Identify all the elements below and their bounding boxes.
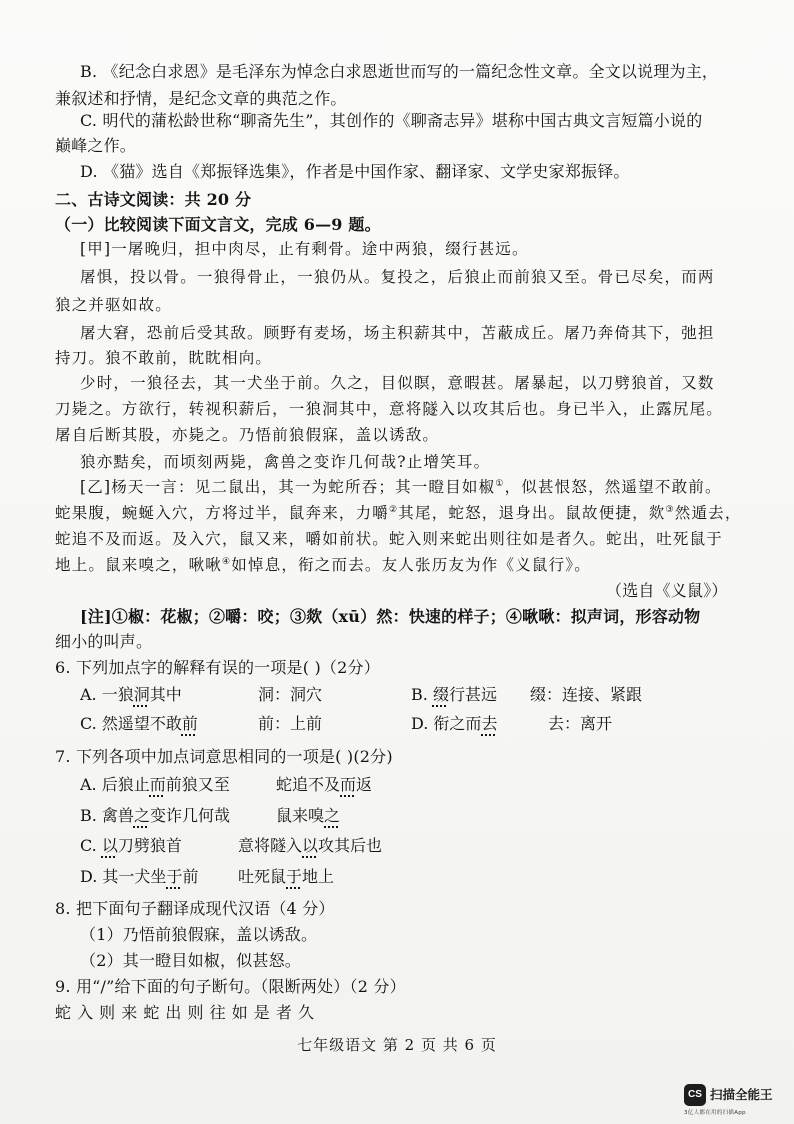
notes-line2: 细小的叫声。 bbox=[55, 632, 153, 651]
q6-a-dotted: 洞 bbox=[133, 685, 150, 704]
notes-line1 bbox=[80, 606, 700, 628]
option-b-line1: B. 《纪念白求恩》是毛泽东为悼念白求恩逝世而写的一篇纪念性文章。全文以说理为主， bbox=[80, 62, 719, 81]
q7-d-left-post: 前 bbox=[182, 867, 199, 886]
q9-sentence: 蛇 入 则 来 蛇 出 则 往 如 是 者 久 bbox=[55, 1003, 315, 1022]
passage-jia-p2-l1: 屠惧，投以骨。一狼得骨止，一狼仍从。复投之，后狼止而前狼又至。骨已尽矣，而两 bbox=[80, 268, 715, 286]
q6-b-dotted: 缀 bbox=[432, 685, 449, 704]
q7-option-c-left bbox=[80, 835, 182, 857]
passage-jia-p1: [甲]一屠晚归，担中肉尽，止有剩骨。途中两狼，缀行甚远。 bbox=[80, 240, 529, 258]
passage-jia-p5: 狼亦黠矣，而顷刻两毙，禽兽之变诈几何哉?止增笑耳。 bbox=[80, 453, 491, 471]
q7-d-left-dotted: 于 bbox=[166, 867, 183, 886]
q7-option-d-right bbox=[238, 866, 334, 888]
camscanner-logo-icon: CS bbox=[684, 1084, 706, 1106]
option-b-line2: 兼叙述和抒情，是纪念文章的典范之作。 bbox=[55, 89, 347, 108]
q7-c-left-dotted: 以 bbox=[101, 836, 118, 855]
footnote-marker-2: ② bbox=[389, 504, 399, 515]
q6-c-pre: C. 然遥望不敢 bbox=[80, 714, 182, 733]
q6-option-a bbox=[80, 684, 182, 706]
passage-yi-l4-text-b: 如悼息，衔之而去。友人张历友为作《义鼠行》。 bbox=[231, 556, 591, 574]
q7-a-left-pre: A. 后狼止 bbox=[80, 775, 150, 794]
passage-yi-l3: 蛇追不及而返。及入穴，鼠又来，嚼如前状。蛇入则来蛇出则往如是者久。蛇出，吐死鼠于 bbox=[55, 530, 724, 548]
q6-option-b bbox=[411, 684, 497, 706]
q7-b-left-post: 变诈几何哉 bbox=[149, 806, 230, 825]
q6-option-d bbox=[411, 713, 497, 735]
q7-option-c-right bbox=[238, 835, 382, 857]
q6-c-dotted: 前 bbox=[181, 714, 198, 733]
footnote-marker-1: ① bbox=[495, 478, 505, 489]
page-footer: 七年级语文 第 2 页 共 6 页 bbox=[297, 1036, 497, 1054]
q7-b-right-dotted: 之 bbox=[324, 806, 341, 825]
q7-option-d-left bbox=[80, 866, 198, 888]
passage-jia-p2-l2: 狼之并驱如故。 bbox=[55, 296, 172, 314]
q7-b-left-pre: B. 禽兽 bbox=[80, 806, 134, 825]
passage-yi-l2 bbox=[55, 502, 742, 524]
passage-yi-l2-text-a: 蛇果腹，蜿蜒入穴，方将过半，鼠奔来，力嚼 bbox=[55, 504, 390, 522]
q8-sentence-1: （1）乃悟前狼假寐，盖以诱敌。 bbox=[80, 925, 318, 944]
q7-stem: 7. 下列各项中加点词意思相同的一项是( )(2分) bbox=[55, 747, 393, 766]
q6-a-pre: A. 一狼 bbox=[80, 685, 134, 704]
q7-d-left-pre: D. 其一犬坐 bbox=[80, 867, 167, 886]
q6-option-b-explanation: 缀：连接、紧跟 bbox=[530, 685, 643, 704]
scanner-watermark bbox=[684, 1083, 788, 1119]
passage-yi-l2-text-b: 其尾，蛇怒，退身出。鼠故便捷，欻 bbox=[398, 504, 666, 522]
passage-jia-p4-l3: 屠自后断其股，亦毙之。乃悟前狼假寐，盖以诱敌。 bbox=[55, 426, 440, 444]
q7-option-b-right bbox=[276, 805, 340, 827]
q7-a-right-dotted: 而 bbox=[340, 775, 357, 794]
option-d-line1: D. 《猫》选自《郑振铎选集》，作者是中国作家、翻译家、文学史家郑振铎。 bbox=[80, 162, 630, 181]
q7-option-a-left bbox=[80, 774, 230, 796]
q6-d-pre: D. 衔之而 bbox=[411, 714, 482, 733]
q7-b-left-dotted: 之 bbox=[133, 806, 150, 825]
q7-a-right-post: 返 bbox=[356, 775, 373, 794]
q6-option-c bbox=[80, 713, 198, 735]
passage-yi-l2-text-c: 然遁去， bbox=[674, 504, 742, 522]
q7-option-b-left bbox=[80, 805, 230, 827]
q7-c-left-post: 刀劈狼首 bbox=[117, 836, 182, 855]
passage-jia-p4-l1: 少时，一狼径去，其一犬坐于前。久之，目似瞑，意暇甚。屠暴起，以刀劈狼首，又数 bbox=[80, 374, 715, 392]
watermark-title: 扫描全能王 bbox=[710, 1087, 773, 1102]
option-c-line1: C. 明代的蒲松龄世称“聊斋先生”，其创作的《聊斋志异》堪称中国古典文言短篇小说的 bbox=[80, 111, 703, 130]
q6-option-d-explanation: 去：离开 bbox=[548, 714, 613, 733]
footnote-marker-3: ③ bbox=[665, 504, 675, 515]
q6-a-post: 其中 bbox=[149, 685, 182, 704]
section-title: 二、古诗文阅读：共 20 分 bbox=[55, 190, 252, 209]
subsection-title: （一）比较阅读下面文言文，完成 6—9 题。 bbox=[55, 215, 381, 234]
watermark-subtitle: 3亿人都在用的扫描App bbox=[684, 1110, 746, 1116]
q6-option-a-explanation: 洞：洞穴 bbox=[258, 685, 323, 704]
q7-a-left-post: 前狼又至 bbox=[165, 775, 230, 794]
q9-stem: 9. 用“/”给下面的句子断句。（限断两处）（2 分） bbox=[55, 977, 406, 996]
q7-d-right-dotted: 于 bbox=[286, 867, 303, 886]
passage-yi-l1-text-a: [乙]杨天一言：见二鼠出，其一为蛇所吞；其一瞪目如椒 bbox=[80, 478, 496, 496]
option-c-line2: 巅峰之作。 bbox=[55, 136, 137, 155]
q7-b-right-pre: 鼠来嗅 bbox=[276, 806, 325, 825]
passage-jia-p3-l2: 持刀。狼不敢前，眈眈相向。 bbox=[55, 349, 273, 367]
q6-b-post: 行甚远 bbox=[448, 685, 497, 704]
q6-d-dotted: 去 bbox=[481, 714, 498, 733]
passage-jia-p4-l2: 刀毙之。方欲行，转视积薪后，一狼洞其中，意将隧入以攻其后也。身已半入，止露尻尾。 bbox=[55, 400, 724, 418]
q7-a-left-dotted: 而 bbox=[149, 775, 166, 794]
q7-d-right-pre: 吐死鼠 bbox=[238, 867, 287, 886]
passage-yi-l1 bbox=[80, 476, 722, 498]
q7-c-left-pre: C. bbox=[80, 836, 102, 855]
q6-b-pre: B. bbox=[411, 685, 433, 704]
notes-text-1: [注]①椒：花椒；②嚼：咬；③欻（xū）然：快速的样子；④啾啾：拟声词，形容动物 bbox=[80, 607, 701, 626]
q6-option-c-explanation: 前：上前 bbox=[258, 714, 323, 733]
passage-yi-l1-text-b: ，似甚恨怒，然遥望不敢前。 bbox=[504, 478, 722, 496]
q6-stem: 6. 下列加点字的解释有误的一项是( )（2分） bbox=[55, 658, 380, 677]
q7-option-a-right bbox=[276, 774, 372, 796]
q8-stem: 8. 把下面句子翻译成现代汉语（4 分） bbox=[55, 899, 335, 918]
passage-jia-p3-l1: 屠大窘，恐前后受其敌。顾野有麦场，场主积薪其中，苫蔽成丘。屠乃奔倚其下，弛担 bbox=[80, 324, 715, 342]
q8-sentence-2: （2）其一瞪目如椒，似甚怒。 bbox=[80, 951, 301, 970]
footnote-marker-4: ④ bbox=[222, 556, 232, 567]
passage-yi-l4 bbox=[55, 554, 591, 576]
passage-source: （选自《义鼠》） bbox=[606, 581, 728, 600]
passage-yi-l4-text-a: 地上。鼠来嗅之，啾啾 bbox=[55, 556, 223, 574]
q7-c-right-dotted: 以 bbox=[302, 836, 319, 855]
q7-a-right-pre: 蛇追不及 bbox=[276, 775, 341, 794]
q7-c-right-pre: 意将隧入 bbox=[238, 836, 303, 855]
q7-c-right-post: 攻其后也 bbox=[318, 836, 383, 855]
q7-d-right-post: 地上 bbox=[302, 867, 335, 886]
